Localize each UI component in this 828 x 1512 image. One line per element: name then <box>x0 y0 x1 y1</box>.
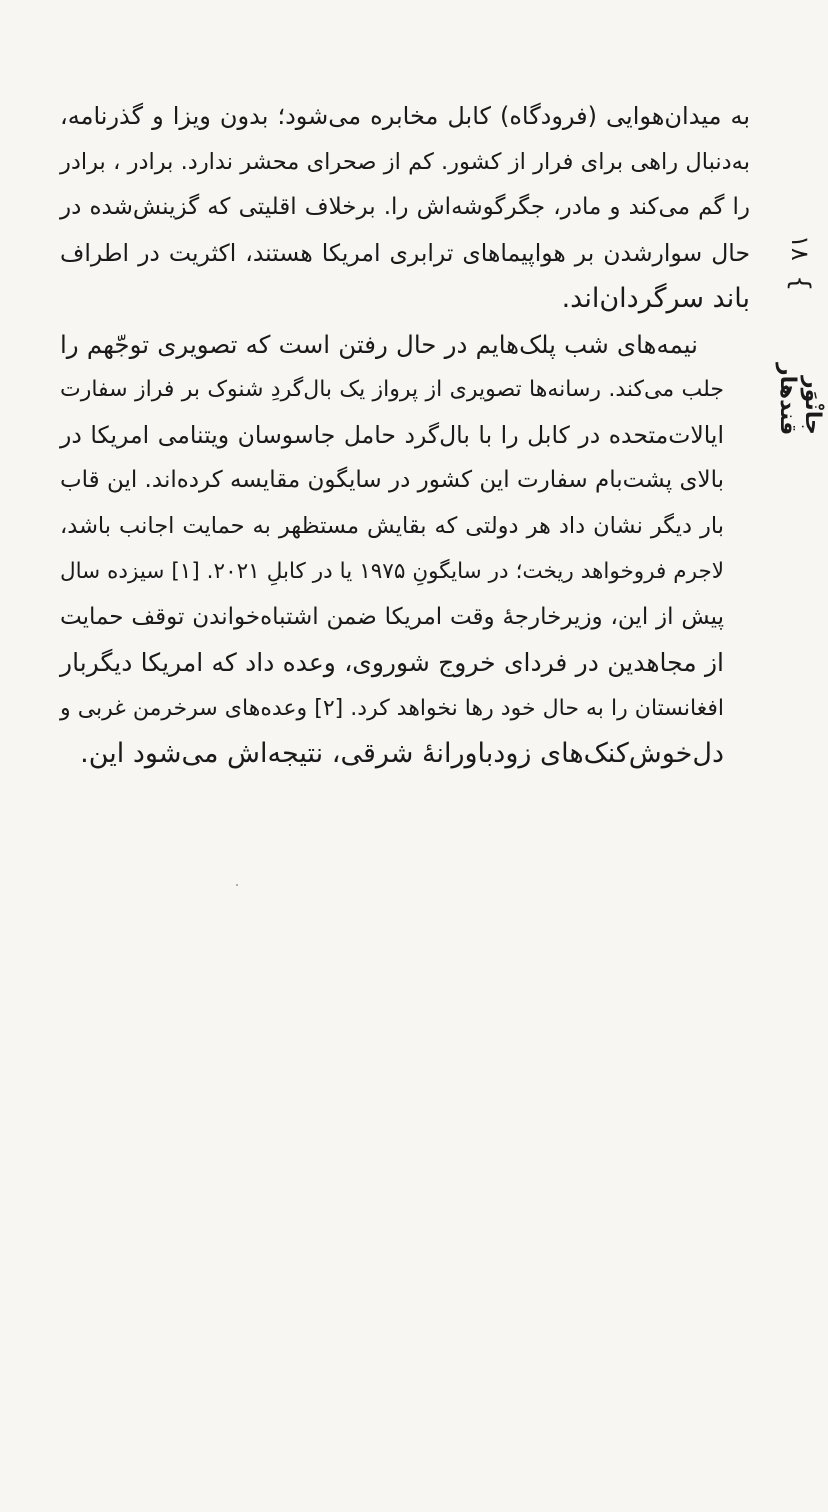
text-line: را گم می‌کند و مادر، جگرگوشه‌اش را. برخلاف اقلیتی که گزینش‌شده در <box>60 194 750 220</box>
page-number: ۱۸ <box>786 235 814 261</box>
running-head <box>775 235 825 435</box>
text-line: لاجرم فروخواهد ریخت؛ در سایگونِ ۱۹۷۵ یا در کابلِ ۲۰۲۱. [۱] سیزده سال <box>60 559 724 584</box>
text-line: حال سوارشدن بر هواپیماهای ترابری امریکا هستند، اکثریت در اطراف <box>60 238 750 267</box>
paragraph-1 <box>60 94 750 322</box>
text-line: به‌دنبال راهی برای فرار از کشور. کم از صحرای محشر ندارد. برادر ، برادر <box>60 148 750 175</box>
paragraph-2 <box>60 322 750 777</box>
text-line: به میدان‌هوایی (فرودگاه) کابل مخابره می‌شود؛ بدون ویزا و گذرنامه، <box>60 102 750 130</box>
text-line: افغانستان را به حال خود رها نخواهد کرد. [۲] وعده‌های سرخرمن غربی و <box>60 695 724 721</box>
text-line: بالای پشت‌بام سفارت این کشور در سایگون مقایسه کرده‌اند. این قاب <box>59 467 724 493</box>
running-head-brace: } <box>785 274 815 292</box>
running-head-title: جانْوَر قندهار <box>775 362 825 435</box>
text-line: نیمه‌های شب پلک‌هایم در حال رفتن است که تصویری توجّهم را <box>60 329 698 359</box>
text-line: از مجاهدین در فردای خروج شوروی، وعده داد که امریکا دیگربار <box>60 648 724 677</box>
body-text <box>60 94 750 777</box>
text-line: دل‌خوش‌کنک‌های زودباورانهٔ شرقی، نتیجه‌اش می‌شود این. <box>80 738 724 769</box>
paper-speck <box>236 884 238 886</box>
text-line: پیش از این، وزیرخارجهٔ وقت امریکا ضمن اشتباه‌خواندن توقف حمایت <box>60 603 724 630</box>
text-line: بار دیگر نشان داد هر دولتی که بقایش مستظهر به حمایت اجانب باشد، <box>60 512 724 539</box>
text-line: باند سرگردان‌اند. <box>561 283 750 314</box>
text-line: ایالات‌متحده در کابل را با بال‌گرد حامل جاسوسان ویتنامی امریکا در <box>60 420 724 449</box>
text-line: جلب می‌کند. رسانه‌ها تصویری از پرواز یک بال‌گردِ شنوک بر فراز سفارت <box>60 377 724 402</box>
